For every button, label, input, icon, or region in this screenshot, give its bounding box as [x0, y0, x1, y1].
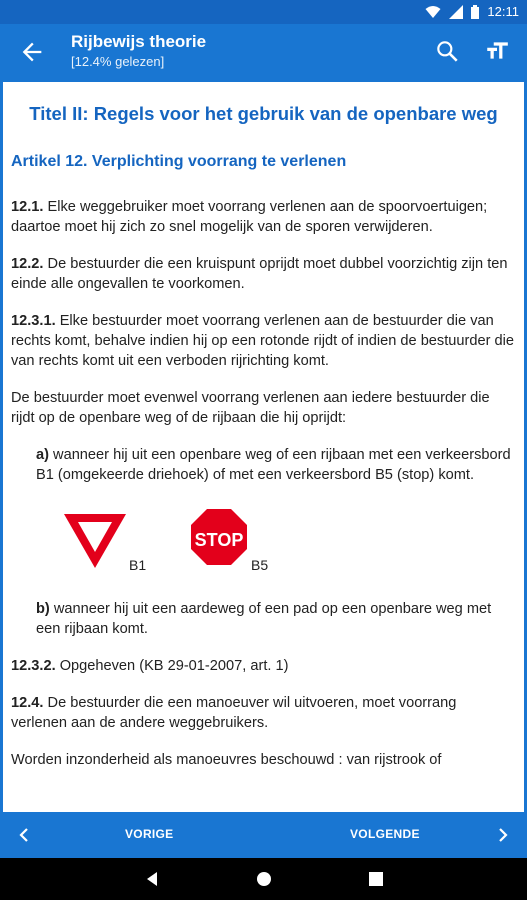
sub-item-a: a) wanneer hij uit een openbare weg of een rijbaan met een verkeersbord B1 (omgekeerde driehoek) of met een verkeersbord B5 (stop) komt. [36, 447, 511, 483]
signal-icon [449, 5, 463, 19]
wifi-icon [425, 5, 441, 19]
nav-back-icon[interactable] [142, 869, 162, 889]
back-arrow-icon[interactable] [18, 38, 46, 66]
chevron-right-icon[interactable] [493, 825, 513, 845]
traffic-signs [11, 505, 514, 595]
paragraph-manoeuvres: Worden inzonderheid als manoeuvres beschouwd : van rijstrook of [11, 752, 442, 768]
page-title: Titel II: Regels voor het gebruik van de openbare weg [29, 103, 498, 124]
paragraph-exception: De bestuurder moet evenwel voorrang verlenen aan iedere bestuurder die rijdt op de openbare weg of de rijbaan die hij oprijdt: [11, 390, 490, 426]
next-button[interactable]: VOLGENDE [350, 827, 420, 841]
battery-icon [471, 5, 479, 19]
nav-recents-icon[interactable] [366, 869, 386, 889]
system-nav-bar [0, 858, 527, 900]
stop-sign-text: STOP [194, 530, 244, 550]
paragraph-12-1: 12.1. Elke weggebruiker moet voorrang verlenen aan de spoorvoertuigen; daartoe moet hij zich zo snel mogelijk van de sporen verwijderen. [11, 199, 488, 235]
status-time: 12:11 [487, 4, 519, 19]
article-heading: Artikel 12. Verplichting voorrang te verlenen [11, 153, 347, 170]
nav-home-icon[interactable] [254, 869, 274, 889]
article-content[interactable] [3, 82, 524, 812]
sub-item-b: b) wanneer hij uit een aardeweg of een pad op een openbare weg met een rijbaan komt. [36, 601, 492, 637]
paragraph-12-4: 12.4. De bestuurder die een manoeuver wil uitvoeren, moet voorrang verlenen aan de andere weggebruikers. [11, 695, 457, 731]
paragraph-12-3-1: 12.3.1. Elke bestuurder moet voorrang verlenen aan de bestuurder die van rechts komt, behalve indien hij op een rotonde rijdt of indien de bestuurder die van rechts komt uit een verboden rijrichting komt. [11, 313, 514, 369]
sign-b5-label: B5 [251, 557, 269, 573]
app-title: Rijbewijs theorie [71, 32, 207, 51]
paragraph-12-3-2: 12.3.2. Opgeheven (KB 29-01-2007, art. 1) [11, 658, 289, 674]
paragraph-12-2: 12.2. De bestuurder die een kruispunt oprijdt moet dubbel voorzichtig zijn ten einde alle ongevallen te voorkomen. [11, 256, 508, 292]
read-progress: [12.4% gelezen] [71, 54, 165, 69]
search-icon[interactable] [434, 38, 460, 64]
sign-b1-label: B1 [129, 557, 147, 573]
app-bar [0, 24, 527, 80]
text-size-icon[interactable] [484, 38, 510, 64]
bottom-navigation [0, 812, 527, 858]
yield-sign-icon [61, 511, 129, 571]
chevron-left-icon[interactable] [14, 825, 34, 845]
previous-button[interactable]: VORIGE [125, 827, 174, 841]
status-bar [0, 0, 527, 24]
stop-sign-icon [187, 505, 251, 569]
